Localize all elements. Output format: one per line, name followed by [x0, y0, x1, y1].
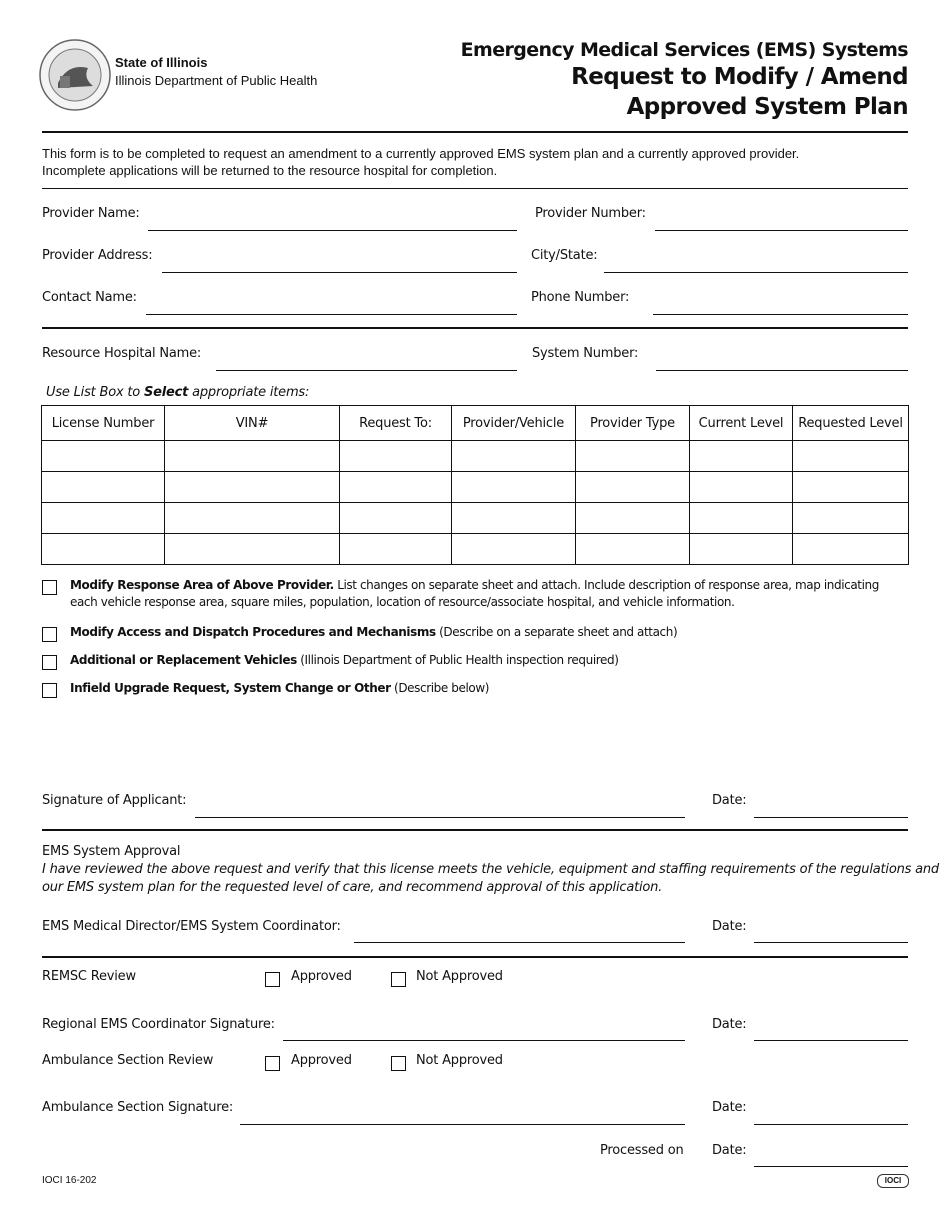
- table-header-row: [42, 406, 909, 441]
- city-state-label: City/State:: [531, 248, 598, 263]
- city-state-field[interactable]: [604, 272, 908, 273]
- director-date-field[interactable]: [754, 942, 908, 943]
- date-label: Date:: [712, 1100, 747, 1115]
- system-number-field[interactable]: [656, 370, 908, 371]
- approval-statement-1: I have reviewed the above request and verify that this license meets the vehicle, equipment and staffing requirements of the regulations and: [42, 862, 939, 877]
- table-row: [42, 441, 909, 472]
- date-label: Date:: [712, 1143, 747, 1158]
- ambulance-not-approved-label: Not Approved: [416, 1053, 503, 1068]
- provider-name-field[interactable]: [148, 230, 517, 231]
- vehicle-table: [41, 405, 909, 565]
- table-cell[interactable]: [452, 534, 576, 565]
- column-header: Requested Level: [793, 406, 909, 441]
- intro-line-1: This form is to be completed to request an amendment to a currently approved EMS system plan and a currently approved provider.: [42, 146, 800, 161]
- ambulance-signature-field[interactable]: [240, 1124, 685, 1125]
- table-cell[interactable]: [340, 503, 452, 534]
- illinois-seal-icon: [38, 38, 112, 112]
- divider: [42, 327, 908, 329]
- table-cell[interactable]: [340, 472, 452, 503]
- divider: [42, 131, 908, 133]
- column-header: Provider/Vehicle: [452, 406, 576, 441]
- column-header: VIN#: [165, 406, 340, 441]
- intro-line-2: Incomplete applications will be returned to the resource hospital for completion.: [42, 163, 498, 178]
- modify-response-area-checkbox[interactable]: [42, 580, 57, 595]
- divider: [42, 829, 908, 831]
- contact-name-label: Contact Name:: [42, 290, 137, 305]
- table-row: [42, 503, 909, 534]
- table-cell[interactable]: [576, 441, 690, 472]
- additional-vehicles-checkbox[interactable]: [42, 655, 57, 670]
- title-line-1: Emergency Medical Services (EMS) Systems: [460, 39, 908, 61]
- table-cell[interactable]: [42, 503, 165, 534]
- infield-upgrade-checkbox[interactable]: [42, 683, 57, 698]
- table-cell[interactable]: [690, 441, 793, 472]
- table-cell[interactable]: [690, 534, 793, 565]
- resource-hospital-label: Resource Hospital Name:: [42, 346, 202, 361]
- regional-signature-label: Regional EMS Coordinator Signature:: [42, 1017, 275, 1032]
- table-cell[interactable]: [165, 441, 340, 472]
- provider-address-field[interactable]: [162, 272, 517, 273]
- divider: [42, 956, 908, 958]
- table-cell[interactable]: [165, 503, 340, 534]
- table-cell[interactable]: [42, 472, 165, 503]
- table-cell[interactable]: [452, 472, 576, 503]
- contact-name-field[interactable]: [146, 314, 517, 315]
- table-cell[interactable]: [165, 534, 340, 565]
- table-row: [42, 534, 909, 565]
- ioci-logo-icon: IOCI: [877, 1174, 909, 1188]
- title-line-2: Request to Modify / Amend: [571, 64, 908, 90]
- table-cell[interactable]: [793, 503, 909, 534]
- remsc-approved-checkbox[interactable]: [265, 972, 280, 987]
- applicant-date-field[interactable]: [754, 817, 908, 818]
- phone-number-label: Phone Number:: [531, 290, 630, 305]
- title-line-3: Approved System Plan: [626, 94, 908, 120]
- modify-access-dispatch-checkbox[interactable]: [42, 627, 57, 642]
- table-cell[interactable]: [690, 472, 793, 503]
- system-number-label: System Number:: [532, 346, 639, 361]
- modify-access-dispatch-text: Modify Access and Dispatch Procedures and Mechanisms (Describe on a separate sheet and attach): [70, 625, 678, 639]
- director-label: EMS Medical Director/EMS System Coordinator:: [42, 919, 341, 934]
- table-cell[interactable]: [576, 472, 690, 503]
- ambulance-signature-label: Ambulance Section Signature:: [42, 1100, 234, 1115]
- processed-on-label: Processed on: [600, 1143, 684, 1158]
- provider-number-field[interactable]: [655, 230, 908, 231]
- remsc-not-approved-label: Not Approved: [416, 969, 503, 984]
- regional-date-field[interactable]: [754, 1040, 908, 1041]
- table-cell[interactable]: [340, 534, 452, 565]
- column-header: Request To:: [340, 406, 452, 441]
- form-number: IOCI 16-202: [42, 1175, 97, 1186]
- table-cell[interactable]: [165, 472, 340, 503]
- table-cell[interactable]: [340, 441, 452, 472]
- column-header: Provider Type: [576, 406, 690, 441]
- infield-upgrade-text: Infield Upgrade Request, System Change or Other (Describe below): [70, 681, 490, 695]
- table-cell[interactable]: [576, 503, 690, 534]
- department-name: Illinois Department of Public Health: [115, 73, 318, 88]
- date-label: Date:: [712, 793, 747, 808]
- table-cell[interactable]: [42, 534, 165, 565]
- table-cell[interactable]: [452, 441, 576, 472]
- provider-address-label: Provider Address:: [42, 248, 153, 263]
- resource-hospital-field[interactable]: [216, 370, 517, 371]
- column-header: Current Level: [690, 406, 793, 441]
- signature-applicant-label: Signature of Applicant:: [42, 793, 187, 808]
- remsc-review-label: REMSC Review: [42, 969, 136, 984]
- approval-heading: EMS System Approval: [42, 844, 181, 859]
- provider-number-label: Provider Number:: [535, 206, 646, 221]
- agency-name: State of Illinois: [115, 55, 208, 70]
- ambulance-approved-label: Approved: [291, 1053, 352, 1068]
- additional-vehicles-text: Additional or Replacement Vehicles (Illinois Department of Public Health inspection required): [70, 653, 619, 667]
- provider-name-label: Provider Name:: [42, 206, 140, 221]
- remsc-approved-label: Approved: [291, 969, 352, 984]
- ambulance-review-label: Ambulance Section Review: [42, 1053, 214, 1068]
- table-cell[interactable]: [452, 503, 576, 534]
- ambulance-approved-checkbox[interactable]: [265, 1056, 280, 1071]
- director-signature-field[interactable]: [354, 942, 685, 943]
- table-row: [42, 472, 909, 503]
- ambulance-date-field[interactable]: [754, 1124, 908, 1125]
- remsc-not-approved-checkbox[interactable]: [391, 972, 406, 987]
- table-cell[interactable]: [690, 503, 793, 534]
- table-cell[interactable]: [793, 472, 909, 503]
- list-instructions: Use List Box to Select appropriate items:: [46, 385, 310, 400]
- column-header: License Number: [42, 406, 165, 441]
- date-label: Date:: [712, 919, 747, 934]
- table-cell[interactable]: [42, 441, 165, 472]
- processed-date-field[interactable]: [754, 1166, 908, 1167]
- modify-response-area-text: Modify Response Area of Above Provider. List changes on separate sheet and attach. Include description of response area, map indicating each vehicle response area, square miles, population, location of resource/associate hospital, and vehicle information.: [70, 578, 879, 609]
- table-cell[interactable]: [793, 534, 909, 565]
- table-cell[interactable]: [793, 441, 909, 472]
- divider: [42, 188, 908, 189]
- date-label: Date:: [712, 1017, 747, 1032]
- phone-number-field[interactable]: [653, 314, 908, 315]
- ambulance-not-approved-checkbox[interactable]: [391, 1056, 406, 1071]
- regional-signature-field[interactable]: [283, 1040, 685, 1041]
- approval-statement-2: our EMS system plan for the requested level of care, and recommend approval of this application.: [42, 880, 663, 895]
- signature-applicant-field[interactable]: [195, 817, 685, 818]
- table-cell[interactable]: [576, 534, 690, 565]
